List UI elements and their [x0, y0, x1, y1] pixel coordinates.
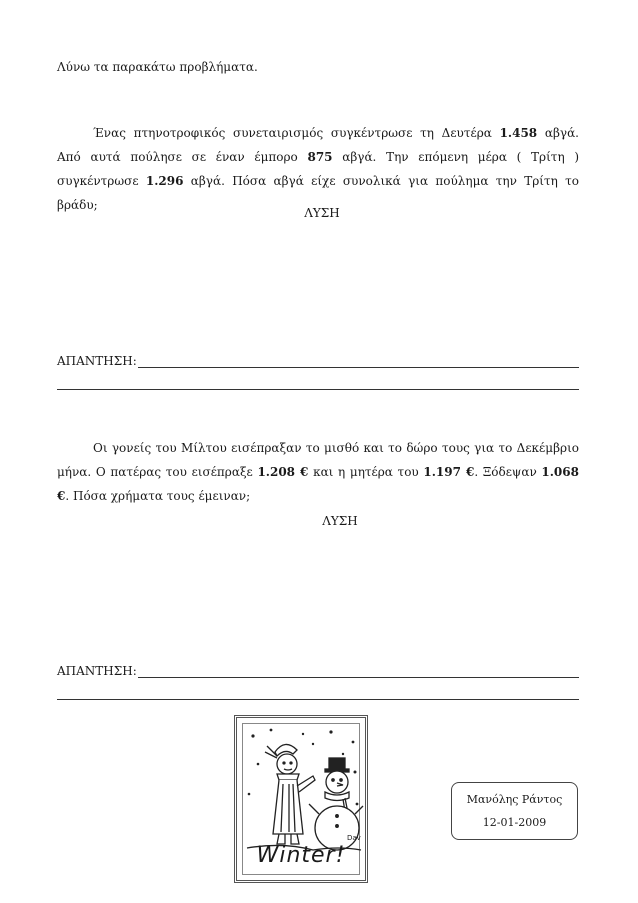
problem-2-part-1: Οι γονείς του Μίλτου εισέπραξαν το μισθό και το δώρο τους για το Δεκέμβριο μήνα. Ο πατέρας του εισέπραξε — [57, 441, 579, 479]
author-date: 12-01-2009 — [482, 816, 547, 829]
winter-caption: Winter! — [256, 843, 346, 868]
problem-2-part-4: . Πόσα χρήματα τους έμειναν; — [65, 489, 251, 503]
problem-1-part-2: αβγά. Από αυτά πούλησε σε έναν έμπορο — [57, 126, 579, 164]
answer-extra-line-1[interactable] — [57, 389, 579, 390]
problem-1-number-3: 1.296 — [145, 174, 184, 188]
problem-1-part-3: αβγά. Την επόμενη μέρα ( Τρίτη ) συγκέντρωσε — [57, 150, 580, 188]
answer-underline-2 — [138, 665, 579, 678]
author-box — [451, 782, 578, 840]
problem-1-number-1: 1.458 — [499, 126, 538, 140]
problem-1-part-4: αβγά. Πόσα αβγά είχε συνολικά για πούλημα την Τρίτη το βράδυ; — [57, 174, 579, 212]
problem-2-part-3: . Ξόδεψαν — [474, 465, 542, 479]
problem-1-number-2: 875 — [307, 150, 333, 164]
problem-2-number-3: 1.068 € — [57, 465, 579, 503]
winter-clipart — [242, 723, 360, 875]
author-name: Μανόλης Ράντος — [466, 793, 563, 806]
instructions-heading: Λύνω τα παρακάτω προβλήματα. — [57, 60, 258, 74]
problem-2-number-1: 1.208 € — [257, 465, 309, 479]
solution-label-1: ΛΥΣΗ — [304, 206, 340, 220]
problem-1-text — [57, 121, 579, 217]
problem-2-number-2: 1.197 € — [423, 465, 475, 479]
winter-clipart-frame — [234, 715, 368, 883]
answer-label-1: ΑΠΑΝΤΗΣΗ: — [57, 354, 137, 368]
answer-line-2[interactable] — [57, 664, 579, 678]
problem-1-part-1: Ένας πτηνοτροφικός συνεταιρισμός συγκέντρωσε τη Δευτέρα — [93, 126, 500, 140]
problem-2-part-2: και η μητέρα του — [308, 465, 424, 479]
problem-2-text — [57, 436, 579, 508]
artist-signature: Dav — [347, 834, 361, 842]
answer-label-2: ΑΠΑΝΤΗΣΗ: — [57, 664, 137, 678]
answer-extra-line-2[interactable] — [57, 699, 579, 700]
answer-underline-1 — [138, 355, 579, 368]
solution-label-2: ΛΥΣΗ — [322, 514, 358, 528]
answer-line-1[interactable] — [57, 354, 579, 368]
